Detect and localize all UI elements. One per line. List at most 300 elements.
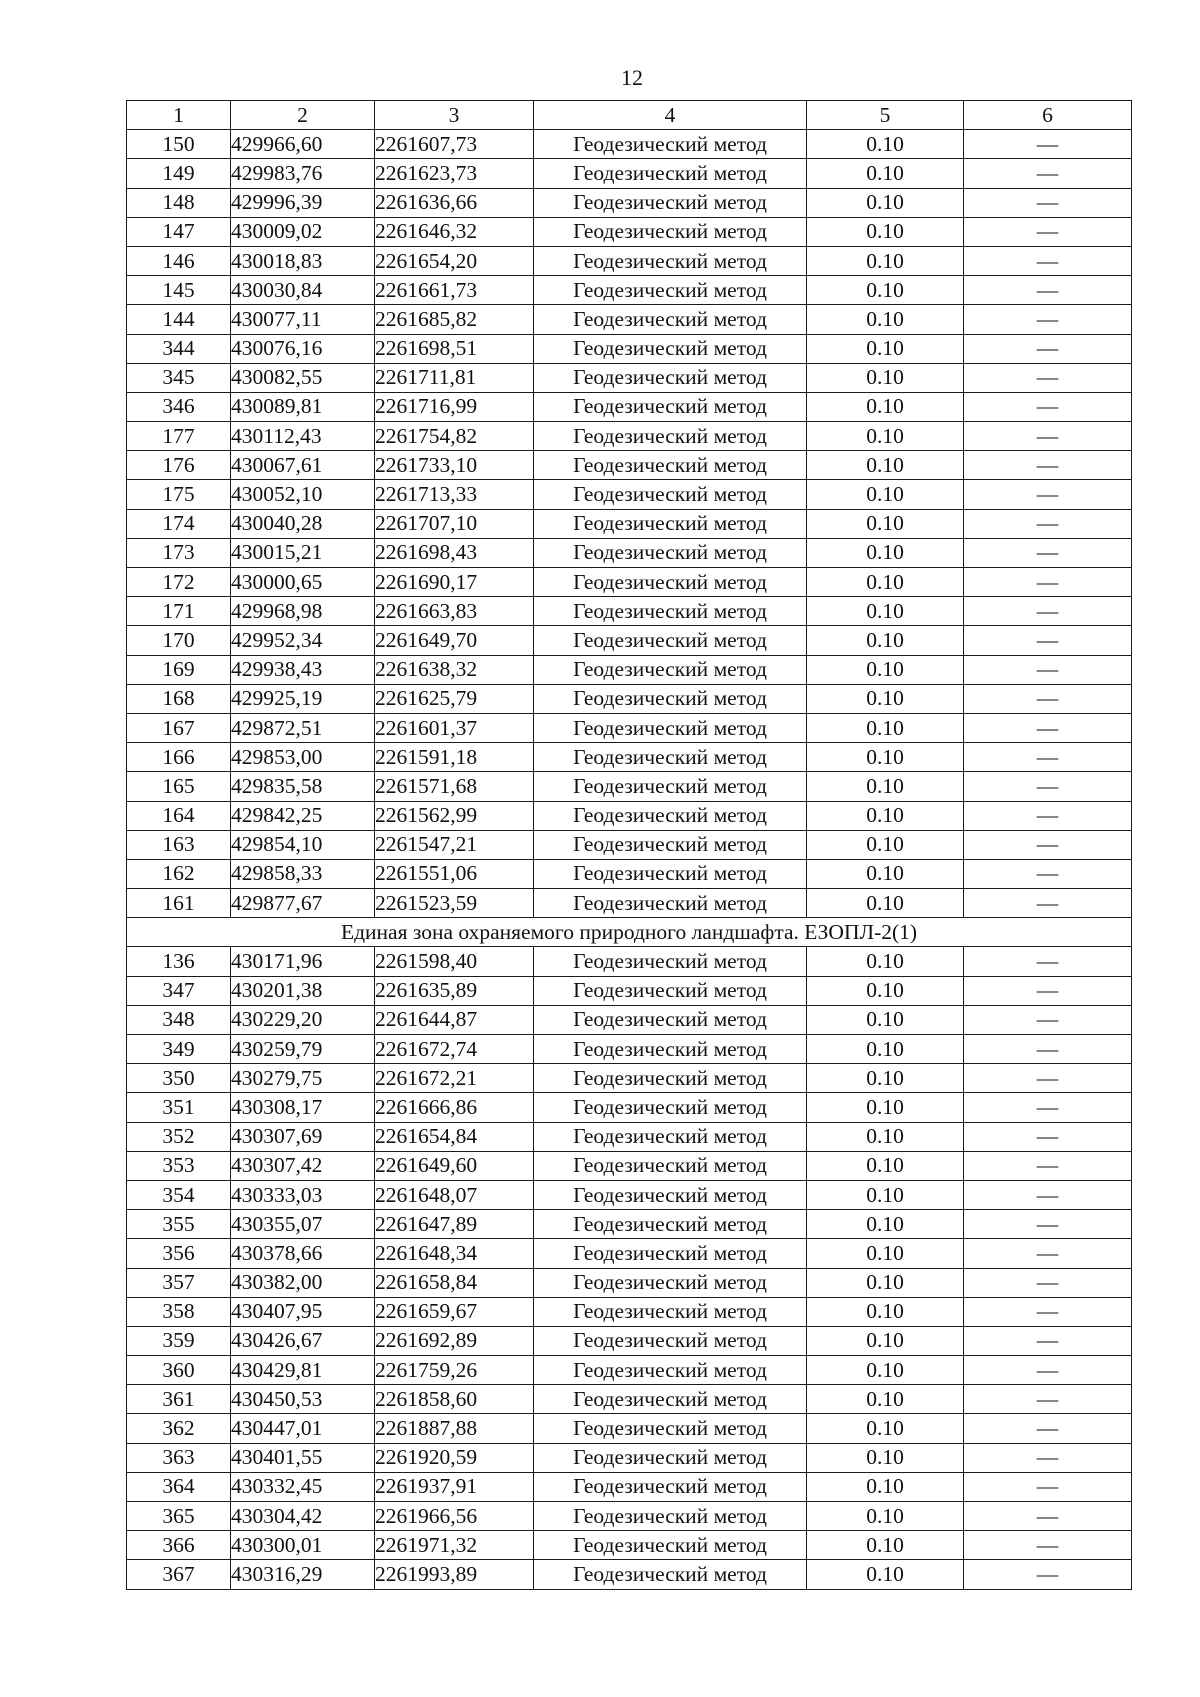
point-number-cell: 357 <box>127 1268 231 1297</box>
method-cell: Геодезический метод <box>534 568 807 597</box>
accuracy-cell: 0.10 <box>807 509 964 538</box>
note-cell: — <box>964 859 1132 888</box>
note-cell: — <box>964 217 1132 246</box>
table-row <box>127 1210 1132 1239</box>
x-coordinate-cell: 430076,16 <box>231 334 375 363</box>
accuracy-cell: 0.10 <box>807 1268 964 1297</box>
method-cell: Геодезический метод <box>534 1472 807 1501</box>
note-cell: — <box>964 1035 1132 1064</box>
method-cell: Геодезический метод <box>534 1005 807 1034</box>
point-number-cell: 167 <box>127 713 231 742</box>
y-coordinate-cell: 2261716,99 <box>375 392 534 421</box>
table-row <box>127 1297 1132 1326</box>
point-number-cell: 144 <box>127 305 231 334</box>
accuracy-cell: 0.10 <box>807 1414 964 1443</box>
point-number-cell: 170 <box>127 626 231 655</box>
y-coordinate-cell: 2261661,73 <box>375 276 534 305</box>
accuracy-cell: 0.10 <box>807 655 964 684</box>
x-coordinate-cell: 430447,01 <box>231 1414 375 1443</box>
method-cell: Геодезический метод <box>534 188 807 217</box>
point-number-cell: 161 <box>127 889 231 918</box>
x-coordinate-cell: 430067,61 <box>231 451 375 480</box>
accuracy-cell: 0.10 <box>807 772 964 801</box>
table-row <box>127 1151 1132 1180</box>
y-coordinate-cell: 2261644,87 <box>375 1005 534 1034</box>
accuracy-cell: 0.10 <box>807 1385 964 1414</box>
y-coordinate-cell: 2261571,68 <box>375 772 534 801</box>
method-cell: Геодезический метод <box>534 947 807 976</box>
point-number-cell: 360 <box>127 1356 231 1385</box>
method-cell: Геодезический метод <box>534 597 807 626</box>
y-coordinate-cell: 2261601,37 <box>375 713 534 742</box>
x-coordinate-cell: 430171,96 <box>231 947 375 976</box>
table-row <box>127 947 1132 976</box>
note-cell: — <box>964 188 1132 217</box>
x-coordinate-cell: 430082,55 <box>231 363 375 392</box>
accuracy-cell: 0.10 <box>807 743 964 772</box>
method-cell: Геодезический метод <box>534 684 807 713</box>
accuracy-cell: 0.10 <box>807 830 964 859</box>
method-cell: Геодезический метод <box>534 1560 807 1589</box>
accuracy-cell: 0.10 <box>807 130 964 159</box>
table-row <box>127 859 1132 888</box>
table-row <box>127 684 1132 713</box>
point-number-cell: 146 <box>127 246 231 275</box>
x-coordinate-cell: 429952,34 <box>231 626 375 655</box>
table-row <box>127 1180 1132 1209</box>
table-row <box>127 597 1132 626</box>
point-number-cell: 355 <box>127 1210 231 1239</box>
y-coordinate-cell: 2261993,89 <box>375 1560 534 1589</box>
method-cell: Геодезический метод <box>534 1356 807 1385</box>
y-coordinate-cell: 2261551,06 <box>375 859 534 888</box>
x-coordinate-cell: 429966,60 <box>231 130 375 159</box>
note-cell: — <box>964 538 1132 567</box>
note-cell: — <box>964 392 1132 421</box>
y-coordinate-cell: 2261971,32 <box>375 1531 534 1560</box>
accuracy-cell: 0.10 <box>807 217 964 246</box>
y-coordinate-cell: 2261887,88 <box>375 1414 534 1443</box>
method-cell: Геодезический метод <box>534 1268 807 1297</box>
x-coordinate-cell: 430009,02 <box>231 217 375 246</box>
x-coordinate-cell: 430401,55 <box>231 1443 375 1472</box>
method-cell: Геодезический метод <box>534 1443 807 1472</box>
x-coordinate-cell: 430429,81 <box>231 1356 375 1385</box>
y-coordinate-cell: 2261659,67 <box>375 1297 534 1326</box>
note-cell: — <box>964 1180 1132 1209</box>
point-number-cell: 166 <box>127 743 231 772</box>
table-row <box>127 568 1132 597</box>
point-number-cell: 150 <box>127 130 231 159</box>
x-coordinate-cell: 429854,10 <box>231 830 375 859</box>
point-number-cell: 365 <box>127 1502 231 1531</box>
x-coordinate-cell: 430040,28 <box>231 509 375 538</box>
method-cell: Геодезический метод <box>534 1297 807 1326</box>
accuracy-cell: 0.10 <box>807 859 964 888</box>
x-coordinate-cell: 430112,43 <box>231 422 375 451</box>
y-coordinate-cell: 2261713,33 <box>375 480 534 509</box>
accuracy-cell: 0.10 <box>807 1035 964 1064</box>
method-cell: Геодезический метод <box>534 1531 807 1560</box>
y-coordinate-cell: 2261698,43 <box>375 538 534 567</box>
table-row <box>127 1239 1132 1268</box>
method-cell: Геодезический метод <box>534 363 807 392</box>
table-row <box>127 538 1132 567</box>
table-row <box>127 130 1132 159</box>
column-header: 3 <box>375 101 534 130</box>
note-cell: — <box>964 597 1132 626</box>
note-cell: — <box>964 1560 1132 1589</box>
note-cell: — <box>964 1531 1132 1560</box>
table-row <box>127 1268 1132 1297</box>
method-cell: Геодезический метод <box>534 743 807 772</box>
method-cell: Геодезический метод <box>534 655 807 684</box>
accuracy-cell: 0.10 <box>807 159 964 188</box>
table-row <box>127 246 1132 275</box>
accuracy-cell: 0.10 <box>807 1151 964 1180</box>
method-cell: Геодезический метод <box>534 801 807 830</box>
point-number-cell: 162 <box>127 859 231 888</box>
point-number-cell: 169 <box>127 655 231 684</box>
table-row <box>127 1414 1132 1443</box>
section-row <box>127 918 1132 947</box>
column-header: 6 <box>964 101 1132 130</box>
table-row <box>127 1326 1132 1355</box>
table-row <box>127 451 1132 480</box>
accuracy-cell: 0.10 <box>807 1239 964 1268</box>
method-cell: Геодезический метод <box>534 626 807 655</box>
accuracy-cell: 0.10 <box>807 597 964 626</box>
note-cell: — <box>964 334 1132 363</box>
method-cell: Геодезический метод <box>534 1122 807 1151</box>
table-row <box>127 655 1132 684</box>
y-coordinate-cell: 2261625,79 <box>375 684 534 713</box>
accuracy-cell: 0.10 <box>807 1502 964 1531</box>
table-row <box>127 509 1132 538</box>
method-cell: Геодезический метод <box>534 159 807 188</box>
point-number-cell: 174 <box>127 509 231 538</box>
note-cell: — <box>964 713 1132 742</box>
x-coordinate-cell: 429853,00 <box>231 743 375 772</box>
x-coordinate-cell: 429983,76 <box>231 159 375 188</box>
note-cell: — <box>964 451 1132 480</box>
point-number-cell: 348 <box>127 1005 231 1034</box>
accuracy-cell: 0.10 <box>807 626 964 655</box>
table-row <box>127 1560 1132 1589</box>
note-cell: — <box>964 1093 1132 1122</box>
point-number-cell: 349 <box>127 1035 231 1064</box>
accuracy-cell: 0.10 <box>807 1326 964 1355</box>
x-coordinate-cell: 430355,07 <box>231 1210 375 1239</box>
y-coordinate-cell: 2261711,81 <box>375 363 534 392</box>
method-cell: Геодезический метод <box>534 1151 807 1180</box>
point-number-cell: 165 <box>127 772 231 801</box>
x-coordinate-cell: 430300,01 <box>231 1531 375 1560</box>
y-coordinate-cell: 2261666,86 <box>375 1093 534 1122</box>
y-coordinate-cell: 2261707,10 <box>375 509 534 538</box>
method-cell: Геодезический метод <box>534 422 807 451</box>
y-coordinate-cell: 2261647,89 <box>375 1210 534 1239</box>
table-row <box>127 1531 1132 1560</box>
x-coordinate-cell: 430089,81 <box>231 392 375 421</box>
accuracy-cell: 0.10 <box>807 1180 964 1209</box>
note-cell: — <box>964 655 1132 684</box>
accuracy-cell: 0.10 <box>807 684 964 713</box>
note-cell: — <box>964 246 1132 275</box>
table-row <box>127 1443 1132 1472</box>
table-row <box>127 1005 1132 1034</box>
table-row <box>127 1122 1132 1151</box>
method-cell: Геодезический метод <box>534 246 807 275</box>
table-row <box>127 334 1132 363</box>
x-coordinate-cell: 430015,21 <box>231 538 375 567</box>
method-cell: Геодезический метод <box>534 1093 807 1122</box>
y-coordinate-cell: 2261649,60 <box>375 1151 534 1180</box>
point-number-cell: 358 <box>127 1297 231 1326</box>
x-coordinate-cell: 430308,17 <box>231 1093 375 1122</box>
x-coordinate-cell: 429842,25 <box>231 801 375 830</box>
note-cell: — <box>964 509 1132 538</box>
accuracy-cell: 0.10 <box>807 422 964 451</box>
table-row <box>127 1093 1132 1122</box>
column-header: 2 <box>231 101 375 130</box>
note-cell: — <box>964 684 1132 713</box>
x-coordinate-cell: 429938,43 <box>231 655 375 684</box>
x-coordinate-cell: 430077,11 <box>231 305 375 334</box>
note-cell: — <box>964 1443 1132 1472</box>
y-coordinate-cell: 2261648,34 <box>375 1239 534 1268</box>
table-row <box>127 830 1132 859</box>
accuracy-cell: 0.10 <box>807 188 964 217</box>
accuracy-cell: 0.10 <box>807 1560 964 1589</box>
point-number-cell: 361 <box>127 1385 231 1414</box>
accuracy-cell: 0.10 <box>807 976 964 1005</box>
method-cell: Геодезический метод <box>534 1180 807 1209</box>
method-cell: Геодезический метод <box>534 976 807 1005</box>
table-row <box>127 422 1132 451</box>
point-number-cell: 347 <box>127 976 231 1005</box>
note-cell: — <box>964 305 1132 334</box>
accuracy-cell: 0.10 <box>807 1297 964 1326</box>
y-coordinate-cell: 2261672,74 <box>375 1035 534 1064</box>
note-cell: — <box>964 1502 1132 1531</box>
y-coordinate-cell: 2261663,83 <box>375 597 534 626</box>
point-number-cell: 145 <box>127 276 231 305</box>
x-coordinate-cell: 430279,75 <box>231 1064 375 1093</box>
accuracy-cell: 0.10 <box>807 801 964 830</box>
accuracy-cell: 0.10 <box>807 276 964 305</box>
accuracy-cell: 0.10 <box>807 1210 964 1239</box>
method-cell: Геодезический метод <box>534 1210 807 1239</box>
method-cell: Геодезический метод <box>534 217 807 246</box>
accuracy-cell: 0.10 <box>807 1093 964 1122</box>
point-number-cell: 173 <box>127 538 231 567</box>
point-number-cell: 163 <box>127 830 231 859</box>
point-number-cell: 149 <box>127 159 231 188</box>
table-header-row <box>127 101 1132 130</box>
y-coordinate-cell: 2261672,21 <box>375 1064 534 1093</box>
y-coordinate-cell: 2261685,82 <box>375 305 534 334</box>
y-coordinate-cell: 2261920,59 <box>375 1443 534 1472</box>
point-number-cell: 351 <box>127 1093 231 1122</box>
accuracy-cell: 0.10 <box>807 480 964 509</box>
table-row <box>127 889 1132 918</box>
note-cell: — <box>964 1326 1132 1355</box>
method-cell: Геодезический метод <box>534 130 807 159</box>
note-cell: — <box>964 801 1132 830</box>
method-cell: Геодезический метод <box>534 1064 807 1093</box>
accuracy-cell: 0.10 <box>807 1443 964 1472</box>
method-cell: Геодезический метод <box>534 889 807 918</box>
table-row <box>127 1064 1132 1093</box>
table-row <box>127 626 1132 655</box>
x-coordinate-cell: 429968,98 <box>231 597 375 626</box>
x-coordinate-cell: 430378,66 <box>231 1239 375 1268</box>
note-cell: — <box>964 276 1132 305</box>
x-coordinate-cell: 429872,51 <box>231 713 375 742</box>
y-coordinate-cell: 2261547,21 <box>375 830 534 859</box>
point-number-cell: 367 <box>127 1560 231 1589</box>
point-number-cell: 176 <box>127 451 231 480</box>
point-number-cell: 136 <box>127 947 231 976</box>
point-number-cell: 148 <box>127 188 231 217</box>
x-coordinate-cell: 429835,58 <box>231 772 375 801</box>
note-cell: — <box>964 1151 1132 1180</box>
point-number-cell: 172 <box>127 568 231 597</box>
accuracy-cell: 0.10 <box>807 538 964 567</box>
note-cell: — <box>964 1122 1132 1151</box>
table-row <box>127 743 1132 772</box>
point-number-cell: 359 <box>127 1326 231 1355</box>
y-coordinate-cell: 2261598,40 <box>375 947 534 976</box>
column-header: 1 <box>127 101 231 130</box>
y-coordinate-cell: 2261733,10 <box>375 451 534 480</box>
y-coordinate-cell: 2261937,91 <box>375 1472 534 1501</box>
x-coordinate-cell: 430407,95 <box>231 1297 375 1326</box>
method-cell: Геодезический метод <box>534 1239 807 1268</box>
y-coordinate-cell: 2261562,99 <box>375 801 534 830</box>
note-cell: — <box>964 363 1132 392</box>
accuracy-cell: 0.10 <box>807 568 964 597</box>
table-body <box>127 101 1132 1590</box>
x-coordinate-cell: 430018,83 <box>231 246 375 275</box>
table-row <box>127 392 1132 421</box>
method-cell: Геодезический метод <box>534 509 807 538</box>
table-row <box>127 1356 1132 1385</box>
x-coordinate-cell: 429996,39 <box>231 188 375 217</box>
accuracy-cell: 0.10 <box>807 1122 964 1151</box>
section-title: Единая зона охраняемого природного ландшафта. ЕЗОПЛ-2(1) <box>127 918 1132 947</box>
table-row <box>127 159 1132 188</box>
point-number-cell: 352 <box>127 1122 231 1151</box>
table-row <box>127 976 1132 1005</box>
table-row <box>127 217 1132 246</box>
point-number-cell: 366 <box>127 1531 231 1560</box>
column-header: 4 <box>534 101 807 130</box>
note-cell: — <box>964 1356 1132 1385</box>
note-cell: — <box>964 1385 1132 1414</box>
x-coordinate-cell: 430229,20 <box>231 1005 375 1034</box>
method-cell: Геодезический метод <box>534 1502 807 1531</box>
note-cell: — <box>964 1297 1132 1326</box>
note-cell: — <box>964 626 1132 655</box>
note-cell: — <box>964 1472 1132 1501</box>
y-coordinate-cell: 2261638,32 <box>375 655 534 684</box>
accuracy-cell: 0.10 <box>807 363 964 392</box>
x-coordinate-cell: 430307,69 <box>231 1122 375 1151</box>
table-row <box>127 480 1132 509</box>
table-row <box>127 713 1132 742</box>
y-coordinate-cell: 2261607,73 <box>375 130 534 159</box>
point-number-cell: 362 <box>127 1414 231 1443</box>
x-coordinate-cell: 430307,42 <box>231 1151 375 1180</box>
accuracy-cell: 0.10 <box>807 1005 964 1034</box>
y-coordinate-cell: 2261636,66 <box>375 188 534 217</box>
point-number-cell: 346 <box>127 392 231 421</box>
x-coordinate-cell: 430426,67 <box>231 1326 375 1355</box>
point-number-cell: 177 <box>127 422 231 451</box>
accuracy-cell: 0.10 <box>807 947 964 976</box>
y-coordinate-cell: 2261591,18 <box>375 743 534 772</box>
y-coordinate-cell: 2261654,84 <box>375 1122 534 1151</box>
note-cell: — <box>964 976 1132 1005</box>
point-number-cell: 363 <box>127 1443 231 1472</box>
point-number-cell: 356 <box>127 1239 231 1268</box>
table-row <box>127 276 1132 305</box>
note-cell: — <box>964 772 1132 801</box>
point-number-cell: 354 <box>127 1180 231 1209</box>
accuracy-cell: 0.10 <box>807 1472 964 1501</box>
x-coordinate-cell: 430259,79 <box>231 1035 375 1064</box>
table-row <box>127 363 1132 392</box>
y-coordinate-cell: 2261649,70 <box>375 626 534 655</box>
y-coordinate-cell: 2261698,51 <box>375 334 534 363</box>
method-cell: Геодезический метод <box>534 859 807 888</box>
method-cell: Геодезический метод <box>534 1035 807 1064</box>
method-cell: Геодезический метод <box>534 451 807 480</box>
y-coordinate-cell: 2261658,84 <box>375 1268 534 1297</box>
table-row <box>127 188 1132 217</box>
table-row <box>127 1385 1132 1414</box>
accuracy-cell: 0.10 <box>807 334 964 363</box>
accuracy-cell: 0.10 <box>807 713 964 742</box>
point-number-cell: 164 <box>127 801 231 830</box>
accuracy-cell: 0.10 <box>807 451 964 480</box>
method-cell: Геодезический метод <box>534 392 807 421</box>
point-number-cell: 350 <box>127 1064 231 1093</box>
point-number-cell: 345 <box>127 363 231 392</box>
page-number: 12 <box>621 65 643 90</box>
accuracy-cell: 0.10 <box>807 305 964 334</box>
method-cell: Геодезический метод <box>534 305 807 334</box>
x-coordinate-cell: 429925,19 <box>231 684 375 713</box>
point-number-cell: 168 <box>127 684 231 713</box>
table-row <box>127 1502 1132 1531</box>
note-cell: — <box>964 743 1132 772</box>
table-row <box>127 1472 1132 1501</box>
note-cell: — <box>964 830 1132 859</box>
method-cell: Геодезический метод <box>534 276 807 305</box>
note-cell: — <box>964 947 1132 976</box>
y-coordinate-cell: 2261759,26 <box>375 1356 534 1385</box>
note-cell: — <box>964 130 1132 159</box>
x-coordinate-cell: 430332,45 <box>231 1472 375 1501</box>
method-cell: Геодезический метод <box>534 334 807 363</box>
table-row <box>127 1035 1132 1064</box>
note-cell: — <box>964 159 1132 188</box>
y-coordinate-cell: 2261858,60 <box>375 1385 534 1414</box>
point-number-cell: 344 <box>127 334 231 363</box>
